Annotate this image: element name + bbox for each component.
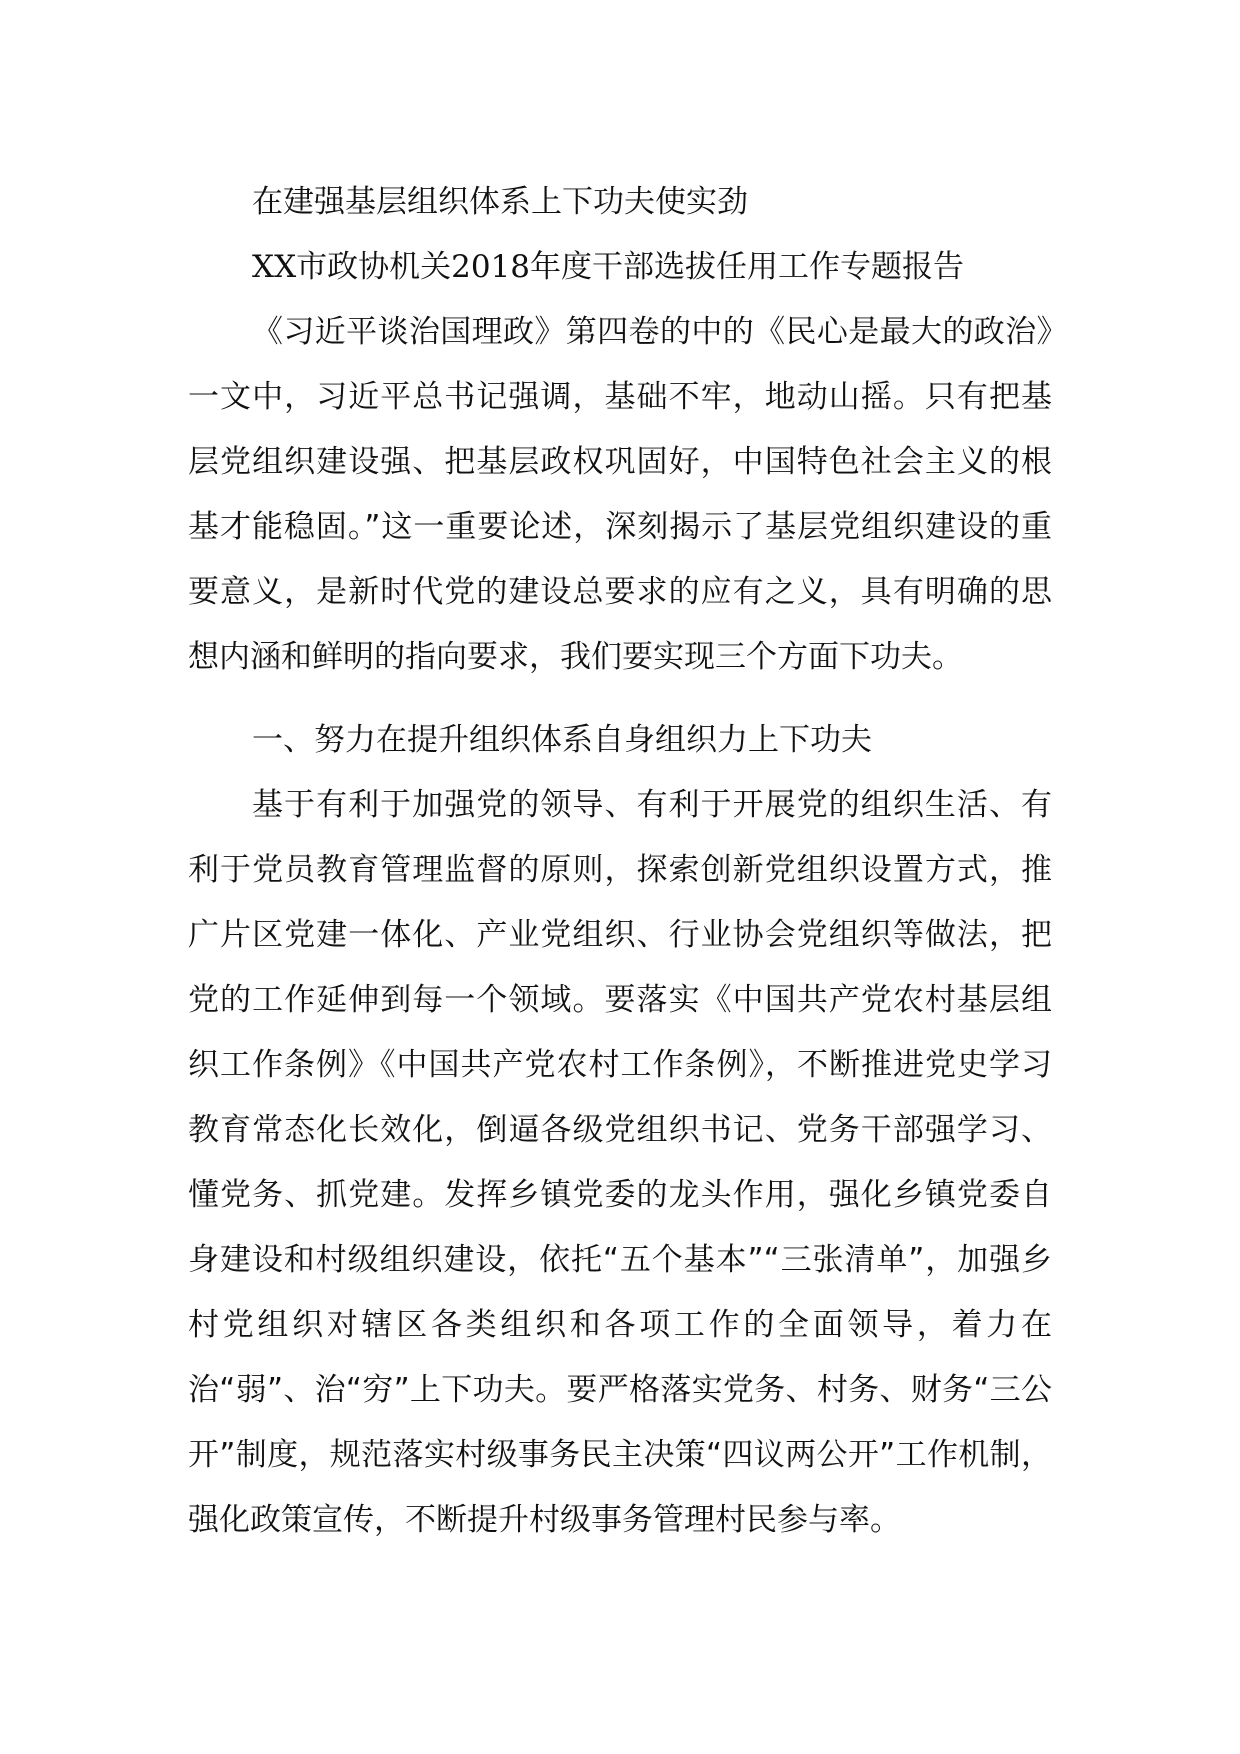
section-body-1: 基于有利于加强党的领导、有利于开展党的组织生活、有利于党员教育管理监督的原则，探索创新党组织设置方式，推广片区党建一体化、产业党组织、行业协会党组织等做法，把党的工作延伸到每一个领域。要落实《中国共产党农村基层组织工作条例》《中国共产党农村工作条例》，不断推进党史学习教育常态化长效化，倒逼各级党组织书记、党务干部强学习、懂党务、抓党建。发挥乡镇党委的龙头作用，强化乡镇党委自身建设和村级组织建设，依托“五个基本”“三张清单”，加强乡村党组织对辖区各类组织和各项工作的全面领导，着力在治“弱”、治“穷”上下功夫。要严格落实党务、村务、财务“三公开”制度，规范落实村级事务民主决策“四议两公开”工作机制，强化政策宣传，不断提升村级事务管理村民参与率。 (188, 787, 1052, 1538)
intro-paragraph: 《习近平谈治国理政》第四卷的中的《民心是最大的政治》一文中，习近平总书记强调，基础不牢，地动山摇。只有把基层党组织建设强、把基层政权巩固好，中国特色社会主义的根基才能稳固。”这一重要论述，深刻揭示了基层党组织建设的重要意义，是新时代党的建设总要求的应有之义，具有明确的思想内涵和鲜明的指向要求，我们要实现三个方面下功夫。 (188, 314, 1052, 675)
document-title: 在建强基层组织体系上下功夫使实劲 (252, 184, 748, 220)
section-heading-1: 一、努力在提升组织体系自身组织力上下功夫 (252, 722, 872, 758)
paragraph-gap (188, 690, 1052, 708)
document-subtitle: XX市政协机关2018年度干部选拔任用工作专题报告 (252, 249, 965, 285)
document-body (188, 170, 1052, 1553)
